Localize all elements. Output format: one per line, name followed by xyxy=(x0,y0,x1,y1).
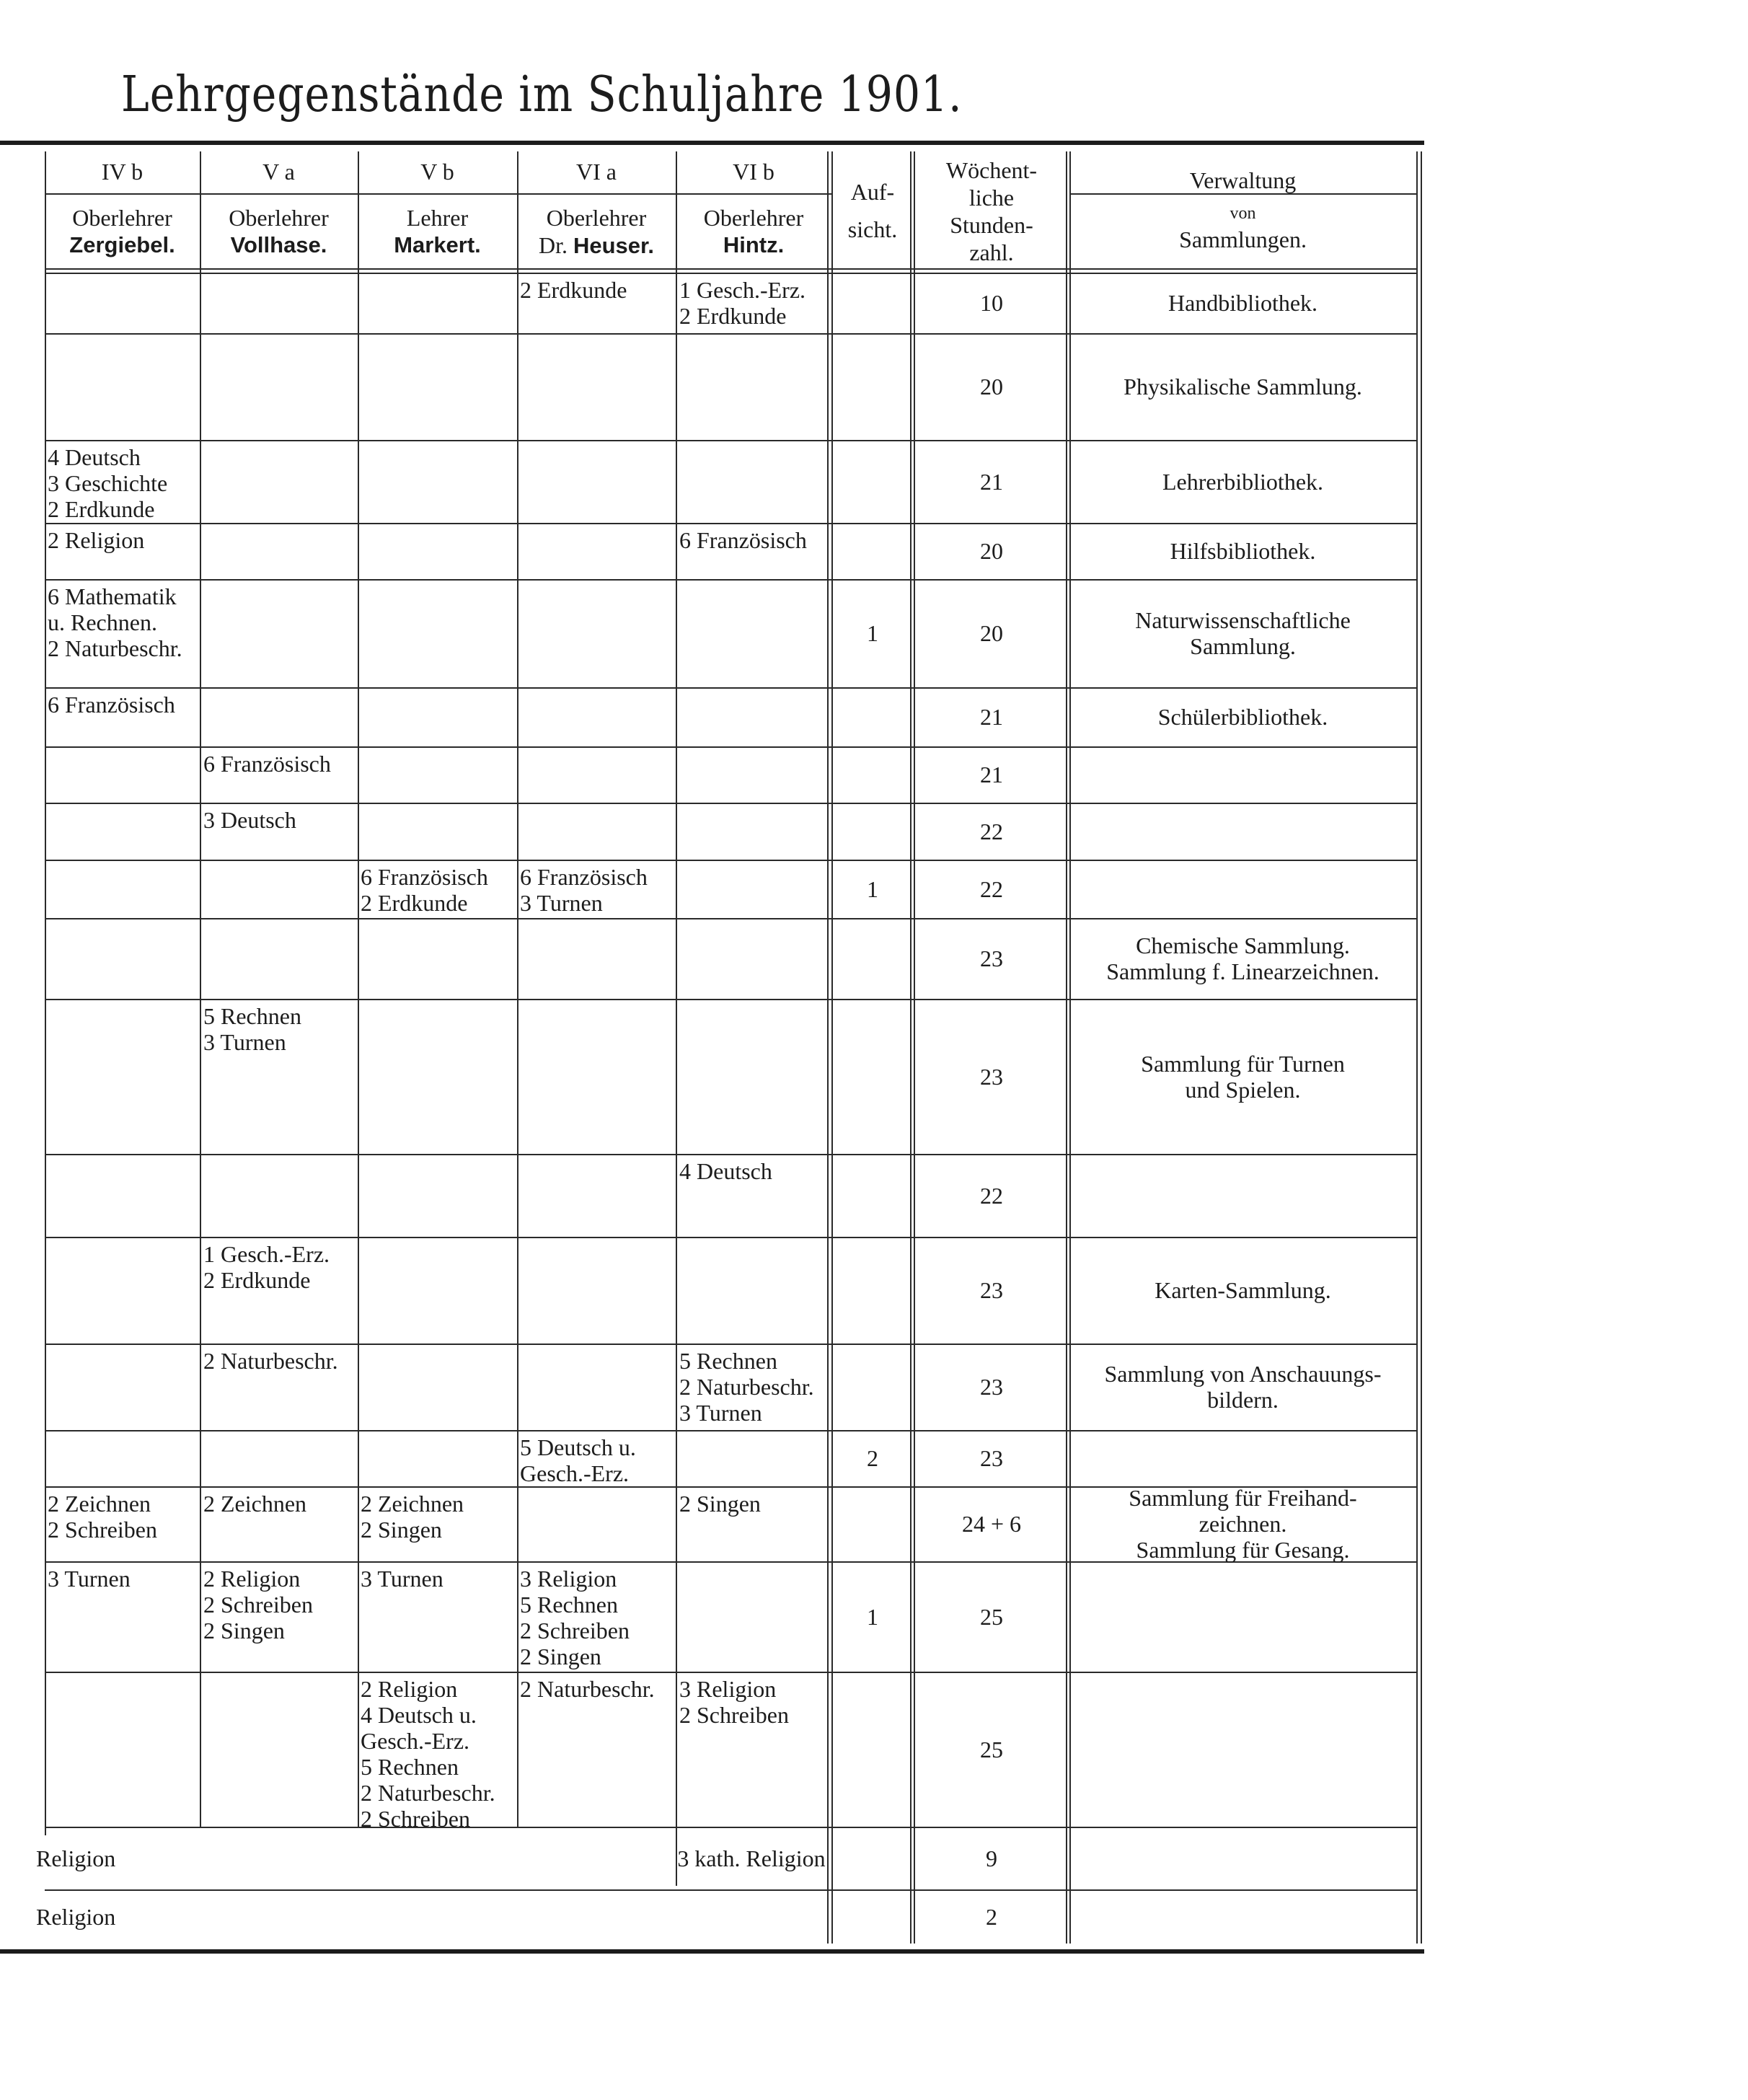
column-rule xyxy=(1066,151,1067,1944)
column-header: Lehrer xyxy=(406,205,469,231)
subject-cell: 2 Singen xyxy=(361,1517,442,1543)
teacher-title: Dr. xyxy=(538,232,573,258)
column-header: Markert. xyxy=(394,232,481,257)
subject-cell: 6 Französisch xyxy=(203,751,331,777)
subject-cell: 2 Naturbeschr. xyxy=(520,1676,655,1702)
subject-cell: 2 Singen xyxy=(520,1644,601,1669)
stunden-cell: 23 xyxy=(980,945,1003,971)
column-header: V b xyxy=(420,159,454,185)
column-header: Vollhase. xyxy=(230,232,327,257)
verwaltung-cell: Handbibliothek. xyxy=(1167,290,1318,316)
aufsicht-header: Auf- xyxy=(850,179,895,205)
subject-cell: 6 Französisch xyxy=(48,692,175,718)
verwaltung-cell: Sammlung. xyxy=(1190,633,1296,659)
row-rule xyxy=(45,1827,1416,1828)
stunden-header: liche xyxy=(968,185,1015,211)
column-rule xyxy=(910,151,911,1944)
subject-cell: Gesch.-Erz. xyxy=(361,1728,470,1754)
column-header: V a xyxy=(262,159,295,185)
religion-label: Religion xyxy=(36,1845,116,1871)
row-rule xyxy=(45,1344,1416,1345)
verwaltung-cell: Karten-Sammlung. xyxy=(1155,1277,1331,1303)
column-rule xyxy=(358,151,359,1827)
subject-cell: 5 Rechnen xyxy=(520,1592,618,1618)
subject-cell: 6 Französisch xyxy=(520,864,648,890)
subject-cell: 2 Zeichnen xyxy=(203,1491,307,1517)
subject-cell: 2 Naturbeschr. xyxy=(48,635,182,661)
verwaltung-cell: Schülerbibliothek. xyxy=(1157,704,1328,730)
subject-cell: 3 Religion xyxy=(679,1676,777,1702)
subject-cell: 5 Rechnen xyxy=(361,1754,459,1780)
verwaltung-cell: Hilfsbibliothek. xyxy=(1170,538,1316,564)
column-header: Oberlehrer xyxy=(546,205,647,231)
subject-cell: 4 Deutsch xyxy=(679,1158,772,1184)
aufsicht-header: sicht. xyxy=(847,216,898,242)
column-rule xyxy=(831,151,833,1944)
verwaltung-cell: bildern. xyxy=(1207,1387,1279,1413)
verwaltung-cell: Naturwissenschaftliche xyxy=(1135,607,1351,633)
row-rule xyxy=(45,440,1416,441)
subject-cell: 6 Französisch xyxy=(679,527,807,553)
stunden-cell: 25 xyxy=(980,1603,1003,1630)
subject-cell: 3 Geschichte xyxy=(48,470,168,496)
column-header: Hintz. xyxy=(723,232,785,257)
row-rule xyxy=(45,999,1416,1000)
verwaltung-cell: und Spielen. xyxy=(1185,1076,1301,1103)
aufsicht-cell: 2 xyxy=(867,1445,878,1471)
subject-cell: 6 Französisch xyxy=(361,864,488,890)
subject-cell: 2 Schreiben xyxy=(679,1702,789,1728)
stunden-cell: 9 xyxy=(986,1845,997,1871)
subject-cell: 2 Naturbeschr. xyxy=(203,1348,338,1374)
page-title: Lehrgegenstände im Schuljahre 1901. xyxy=(121,66,963,123)
subject-cell: 2 Naturbeschr. xyxy=(361,1780,495,1806)
religion-label: Religion xyxy=(36,1903,116,1930)
verwaltung-header: Sammlungen. xyxy=(1179,226,1307,252)
row-rule xyxy=(45,579,1416,581)
verwaltung-cell: Sammlung für Turnen xyxy=(1141,1050,1345,1077)
column-rule xyxy=(827,151,829,1944)
subject-cell: 2 Religion xyxy=(48,527,145,553)
row-rule xyxy=(45,1237,1416,1238)
subject-cell: 2 Zeichnen xyxy=(361,1491,464,1517)
subject-cell: 5 Deutsch u. xyxy=(520,1434,636,1460)
verwaltung-cell: Sammlung für Freihand- xyxy=(1129,1485,1357,1511)
row-rule xyxy=(45,803,1416,804)
subject-cell: 2 Schreiben xyxy=(361,1806,470,1832)
verwaltung-cell: Sammlung für Gesang. xyxy=(1136,1537,1350,1563)
stunden-cell: 25 xyxy=(980,1736,1003,1762)
subject-cell: 5 Rechnen xyxy=(203,1003,301,1029)
aufsicht-cell: 1 xyxy=(867,1603,878,1630)
subject-cell: 2 Erdkunde xyxy=(520,277,627,303)
row-rule xyxy=(45,1154,1416,1155)
subject-cell: Gesch.-Erz. xyxy=(520,1460,630,1486)
stunden-cell: 20 xyxy=(980,374,1003,400)
subject-cell: 6 Mathematik xyxy=(48,583,177,609)
subject-cell: 1 Gesch.-Erz. xyxy=(679,277,806,303)
aufsicht-cell: 1 xyxy=(867,875,878,902)
verwaltung-cell: Lehrerbibliothek. xyxy=(1162,468,1324,495)
column-rule xyxy=(1416,151,1418,1944)
header-rule xyxy=(45,193,831,195)
subject-cell: 3 kath. Religion xyxy=(677,1845,826,1871)
stunden-header: Stunden- xyxy=(950,212,1033,238)
column-rule xyxy=(45,151,46,1835)
column-rule xyxy=(914,151,915,1944)
column-rule xyxy=(200,151,201,1827)
header-rule xyxy=(1069,193,1416,195)
stunden-cell: 10 xyxy=(980,290,1003,316)
subject-cell: 3 Turnen xyxy=(203,1029,286,1055)
subject-cell: 2 Schreiben xyxy=(48,1517,157,1543)
row-rule xyxy=(45,1672,1416,1673)
teacher-name: Heuser. xyxy=(573,233,654,258)
subject-cell: 4 Deutsch u. xyxy=(361,1702,477,1728)
row-rule xyxy=(45,523,1416,524)
stunden-header: zahl. xyxy=(969,239,1014,265)
stunden-cell: 22 xyxy=(980,818,1003,844)
aufsicht-cell: 1 xyxy=(867,620,878,646)
column-header: Zergiebel. xyxy=(69,232,175,257)
stunden-cell: 24 + 6 xyxy=(961,1511,1022,1537)
stunden-cell: 21 xyxy=(980,468,1003,495)
row-rule xyxy=(45,1889,1416,1891)
verwaltung-header: von xyxy=(1230,204,1256,223)
subject-cell: 2 Singen xyxy=(679,1491,761,1517)
row-rule xyxy=(45,746,1416,748)
stunden-cell: 23 xyxy=(980,1374,1003,1400)
subject-cell: 3 Turnen xyxy=(361,1566,443,1592)
stunden-cell: 20 xyxy=(980,538,1003,564)
stunden-header: Wöchent- xyxy=(945,157,1038,183)
subject-cell: 2 Erdkunde xyxy=(48,496,155,522)
stunden-cell: 20 xyxy=(980,620,1003,646)
subject-cell: 3 Deutsch xyxy=(203,807,296,833)
verwaltung-cell: Sammlung von Anschauungs- xyxy=(1104,1361,1382,1387)
stunden-cell: 23 xyxy=(980,1445,1003,1471)
subject-cell: 2 Religion xyxy=(361,1676,458,1702)
column-header: IV b xyxy=(101,159,144,185)
subject-cell: 3 Turnen xyxy=(520,890,603,916)
subject-cell: 2 Zeichnen xyxy=(48,1491,151,1517)
stunden-cell: 23 xyxy=(980,1063,1003,1090)
subject-cell: 3 Turnen xyxy=(48,1566,131,1592)
subject-cell: 3 Religion xyxy=(520,1566,617,1592)
subject-cell: 2 Schreiben xyxy=(203,1592,313,1618)
header-rule xyxy=(45,273,1416,274)
stunden-cell: 22 xyxy=(980,875,1003,902)
row-rule xyxy=(45,860,1416,861)
column-header xyxy=(517,232,676,259)
subject-cell: 2 Erdkunde xyxy=(679,303,787,329)
stunden-cell: 2 xyxy=(986,1903,997,1930)
row-rule xyxy=(45,687,1416,689)
subject-cell: u. Rechnen. xyxy=(48,609,157,635)
stunden-cell: 21 xyxy=(980,704,1003,730)
subject-cell: 2 Erdkunde xyxy=(203,1267,311,1293)
column-rule xyxy=(1421,151,1422,1944)
verwaltung-header: Verwaltung xyxy=(1189,167,1297,193)
verwaltung-cell: zeichnen. xyxy=(1199,1511,1287,1537)
subject-cell: 5 Rechnen xyxy=(679,1348,777,1374)
column-header: VI b xyxy=(733,159,774,185)
subject-cell: 3 Turnen xyxy=(679,1400,762,1426)
top-rule xyxy=(0,141,1424,145)
subject-cell: 2 Naturbeschr. xyxy=(679,1374,814,1400)
verwaltung-cell: Chemische Sammlung. xyxy=(1136,932,1350,958)
stunden-cell: 21 xyxy=(980,762,1003,788)
subject-cell: 4 Deutsch xyxy=(48,444,141,470)
column-header: Oberlehrer xyxy=(229,205,329,231)
bottom-rule xyxy=(0,1949,1424,1954)
subject-cell: 2 Singen xyxy=(203,1618,285,1644)
column-header: Oberlehrer xyxy=(703,205,804,231)
stunden-cell: 23 xyxy=(980,1277,1003,1303)
column-header: VI a xyxy=(576,159,617,185)
subject-cell: 1 Gesch.-Erz. xyxy=(203,1241,330,1267)
column-rule xyxy=(517,151,518,1827)
column-rule xyxy=(676,151,677,1886)
column-rule xyxy=(1069,151,1071,1944)
subject-cell: 2 Religion xyxy=(203,1566,301,1592)
stunden-cell: 22 xyxy=(980,1182,1003,1209)
header-rule xyxy=(45,268,1416,270)
subject-cell: 2 Erdkunde xyxy=(361,890,468,916)
verwaltung-cell: Sammlung f. Linearzeichnen. xyxy=(1106,958,1380,984)
row-rule xyxy=(45,333,1416,335)
row-rule xyxy=(45,918,1416,919)
row-rule xyxy=(45,1430,1416,1431)
verwaltung-cell: Physikalische Sammlung. xyxy=(1124,374,1362,400)
column-header: Oberlehrer xyxy=(72,205,172,231)
subject-cell: 2 Schreiben xyxy=(520,1618,630,1644)
